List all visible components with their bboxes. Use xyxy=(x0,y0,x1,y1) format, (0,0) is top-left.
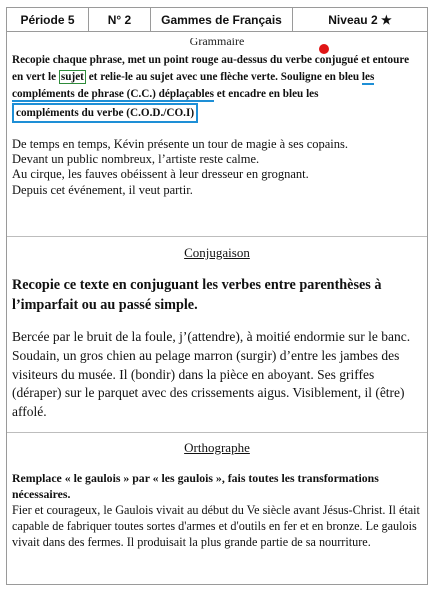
conjugaison-title: Conjugaison xyxy=(184,245,250,260)
grammaire-title-clipped xyxy=(7,38,427,46)
title-cell: Gammes de Français xyxy=(151,8,293,31)
sentence-2: Devant un public nombreux, l’artiste reste calme. xyxy=(12,152,260,167)
instruction-text-1: Recopie chaque phrase, met un point rouge au-dessus du verbe conjugué et entoure en vert le xyxy=(12,54,410,83)
instruction-text-3: et encadre en bleu les xyxy=(213,88,319,100)
instruction-text-2: et relie-le au sujet avec une flèche verte. Souligne en bleu xyxy=(85,71,362,83)
cod-blue-box: compléments du verbe (C.O.D./CO.I) xyxy=(12,103,198,123)
orthographe-text: Fier et courageux, le Gaulois vivait au début du Ve siècle avant Jésus-Christ. Il était capable de fabriquer toutes sortes d'armes et d'outils en fer et en bronze. Le gaulois vivait dans des fermes. Il produisait la plus grande partie de sa nourriture. xyxy=(12,503,420,549)
grammaire-instruction xyxy=(12,52,422,123)
number-cell: N° 2 xyxy=(89,8,151,31)
section-divider-1 xyxy=(7,236,427,237)
sentence-1: De temps en temps, Kévin présente un tour de magie à ses copains. xyxy=(12,137,349,151)
period-cell: Période 5 xyxy=(7,8,89,31)
grammaire-sentences xyxy=(12,137,422,198)
cc-blue-underline: les compléments de phrase (C.C.) déplaçables xyxy=(12,71,375,100)
sujet-green-circle: sujet xyxy=(60,71,84,83)
orthographe-instruction: Remplace « le gaulois » par « les gaulois », fais toutes les transformations nécessaires. xyxy=(12,471,379,501)
conjugaison-text: Bercée par le bruit de la foule, j’(attendre), à moitié endormie sur le banc. Soudain, un gros chien au pelage marron (surgir) d’entre les jambes des visiteurs du musée. Il (bondir) dans la pièce en aboyant. Ses griffes (déraper) sur le parquet avec des crissements aigus. Visiblement, il (être) affolé. xyxy=(12,329,411,420)
sentence-4: Depuis cet événement, il veut partir. xyxy=(12,182,193,197)
worksheet xyxy=(6,7,428,585)
grammaire-title: Grammaire xyxy=(189,38,245,46)
section-divider-2 xyxy=(7,432,427,433)
level-cell: Niveau 2 ★ xyxy=(328,12,392,27)
worksheet-header xyxy=(7,8,427,32)
sentence-3: Au cirque, les fauves obéissent à leur dresseur en grognant. xyxy=(12,167,309,182)
conjugaison-instruction: Recopie ce texte en conjuguant les verbes entre parenthèses à l’imparfait ou au passé simple. xyxy=(12,277,382,313)
orthographe-title: Orthographe xyxy=(184,440,250,455)
